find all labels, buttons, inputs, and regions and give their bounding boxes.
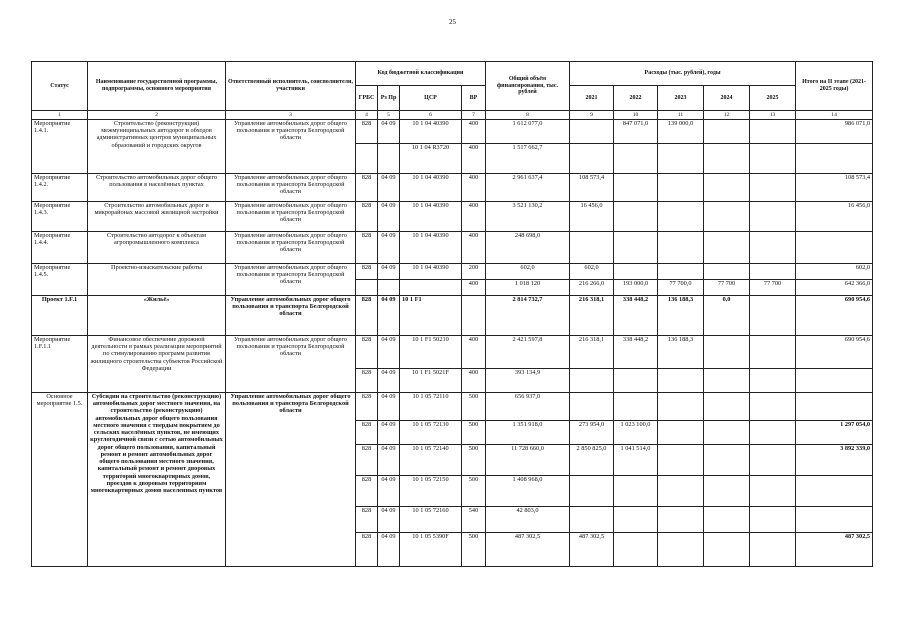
col-number: 9 bbox=[570, 111, 614, 120]
cell-2025 bbox=[750, 144, 796, 174]
cell-total: 1 018 120 bbox=[486, 280, 570, 296]
cell-2023 bbox=[658, 507, 704, 533]
header-csr: ЦСР bbox=[400, 86, 462, 111]
row-executor: Управление автомобильных дорог общего пользования и транспорта Белгородской области bbox=[226, 202, 356, 232]
cell-2021: 216 318,1 bbox=[570, 336, 614, 369]
header-2022: 2022 bbox=[614, 86, 658, 111]
col-number: 4 bbox=[356, 111, 378, 120]
cell-2023 bbox=[658, 232, 704, 264]
row-executor: Управление автомобильных дорог общего пользования и транспорта Белгородской области bbox=[226, 120, 356, 174]
cell-2025: 77 700 bbox=[750, 280, 796, 296]
cell-2022: 193 000,0 bbox=[614, 280, 658, 296]
cell-grbs: 828 bbox=[356, 336, 378, 369]
cell-2025 bbox=[750, 174, 796, 202]
cell-2024: 77 700 bbox=[704, 280, 750, 296]
cell-vr: 400 bbox=[462, 174, 486, 202]
cell-stage-total bbox=[796, 144, 873, 174]
cell-2022: 1 041 514,0 bbox=[614, 445, 658, 476]
cell-2021 bbox=[570, 369, 614, 393]
cell-2023: 136 188,3 bbox=[658, 296, 704, 336]
cell-vr: 500 bbox=[462, 445, 486, 476]
cell-stage-total: 642 366,0 bbox=[796, 280, 873, 296]
cell-2021: 273 954,0 bbox=[570, 421, 614, 445]
cell-2022 bbox=[614, 232, 658, 264]
cell-2025 bbox=[750, 476, 796, 507]
cell-vr: 400 bbox=[462, 120, 486, 144]
cell-2025 bbox=[750, 369, 796, 393]
cell-2023 bbox=[658, 202, 704, 232]
cell-grbs bbox=[356, 280, 378, 296]
table-row bbox=[32, 336, 873, 369]
row-name: Проектно-изыскательские работы bbox=[88, 264, 226, 296]
cell-2023 bbox=[658, 421, 704, 445]
cell-total: 2 814 732,7 bbox=[486, 296, 570, 336]
cell-stage-total: 602,0 bbox=[796, 264, 873, 280]
cell-2023 bbox=[658, 174, 704, 202]
cell-2023: 139 000,0 bbox=[658, 120, 704, 144]
cell-2024 bbox=[704, 120, 750, 144]
cell-vr: 500 bbox=[462, 476, 486, 507]
cell-2021 bbox=[570, 120, 614, 144]
cell-total: 3 521 130,2 bbox=[486, 202, 570, 232]
cell-2022 bbox=[614, 174, 658, 202]
cell-2025 bbox=[750, 264, 796, 280]
cell-csr: 10 1 04 40390 bbox=[400, 174, 462, 202]
cell-total: 11 728 660,0 bbox=[486, 445, 570, 476]
cell-grbs: 828 bbox=[356, 445, 378, 476]
cell-2023: 77 700,0 bbox=[658, 280, 704, 296]
cell-csr: 10 1 05 72160 bbox=[400, 507, 462, 533]
cell-stage-total: 986 071,0 bbox=[796, 120, 873, 144]
cell-grbs: 828 bbox=[356, 369, 378, 393]
cell-stage-total bbox=[796, 369, 873, 393]
header-2023: 2023 bbox=[658, 86, 704, 111]
cell-2022 bbox=[614, 369, 658, 393]
cell-stage-total bbox=[796, 507, 873, 533]
cell-2021: 602,0 bbox=[570, 264, 614, 280]
row-executor: Управление автомобильных дорог общего пользования и транспорта Белгородской области bbox=[226, 264, 356, 296]
cell-total: 2 961 637,4 bbox=[486, 174, 570, 202]
cell-rzpr: 04 09 bbox=[378, 393, 400, 421]
cell-2025 bbox=[750, 296, 796, 336]
cell-vr: 200 bbox=[462, 264, 486, 280]
cell-stage-total bbox=[796, 476, 873, 507]
cell-grbs: 828 bbox=[356, 533, 378, 567]
cell-vr: 500 bbox=[462, 393, 486, 421]
cell-vr: 400 bbox=[462, 336, 486, 369]
cell-rzpr: 04 09 bbox=[378, 174, 400, 202]
cell-stage-total: 1 297 054,0 bbox=[796, 421, 873, 445]
cell-2024 bbox=[704, 264, 750, 280]
cell-stage-total bbox=[796, 393, 873, 421]
row-name: Строительство (реконструкция) межмуниципальных автодорог и обходов административных центров муниципальных образований и городских округов bbox=[88, 120, 226, 174]
cell-2021: 487 302,5 bbox=[570, 533, 614, 567]
cell-csr: 10 1 04 R3720 bbox=[400, 144, 462, 174]
table-row bbox=[32, 264, 873, 280]
table-row bbox=[32, 232, 873, 264]
cell-2021 bbox=[570, 144, 614, 174]
cell-total: 1 351 918,0 bbox=[486, 421, 570, 445]
header-grbs: ГРБС bbox=[356, 86, 378, 111]
cell-2022 bbox=[614, 533, 658, 567]
table-row bbox=[32, 120, 873, 144]
cell-2021: 108 573,4 bbox=[570, 174, 614, 202]
cell-vr: 500 bbox=[462, 421, 486, 445]
cell-rzpr: 04 09 bbox=[378, 369, 400, 393]
table-row bbox=[32, 393, 873, 421]
cell-2024 bbox=[704, 336, 750, 369]
row-name: Строительство автомобильных дорог в микрорайонах массовой жилищной застройки bbox=[88, 202, 226, 232]
cell-2025 bbox=[750, 202, 796, 232]
cell-grbs: 828 bbox=[356, 421, 378, 445]
cell-csr: 10 1 05 72150 bbox=[400, 476, 462, 507]
cell-2021 bbox=[570, 507, 614, 533]
cell-2023 bbox=[658, 476, 704, 507]
cell-2024 bbox=[704, 202, 750, 232]
cell-csr: 10 1 F1 5021F bbox=[400, 369, 462, 393]
header-name: Наименование государственной программы, подпрограммы, основного мероприятия bbox=[88, 62, 226, 111]
cell-2022 bbox=[614, 507, 658, 533]
cell-rzpr: 04 09 bbox=[378, 507, 400, 533]
cell-2024 bbox=[704, 507, 750, 533]
column-numbers-row bbox=[32, 111, 873, 120]
cell-rzpr: 04 09 bbox=[378, 336, 400, 369]
cell-2024 bbox=[704, 445, 750, 476]
cell-csr: 10 1 05 5390F bbox=[400, 533, 462, 567]
col-number: 5 bbox=[378, 111, 400, 120]
cell-rzpr bbox=[378, 280, 400, 296]
cell-2022 bbox=[614, 264, 658, 280]
row-status: Мероприятие 1.F.1.1 bbox=[32, 336, 88, 393]
cell-grbs: 828 bbox=[356, 232, 378, 264]
cell-csr: 10 1 04 40390 bbox=[400, 232, 462, 264]
cell-2021 bbox=[570, 232, 614, 264]
header-status: Статус bbox=[32, 62, 88, 111]
cell-2025 bbox=[750, 232, 796, 264]
col-number: 10 bbox=[614, 111, 658, 120]
header-2024: 2024 bbox=[704, 86, 750, 111]
cell-total: 1 612 077,0 bbox=[486, 120, 570, 144]
cell-2023 bbox=[658, 369, 704, 393]
cell-total: 487 302,5 bbox=[486, 533, 570, 567]
cell-vr: 400 bbox=[462, 369, 486, 393]
row-status: Мероприятие 1.4.3. bbox=[32, 202, 88, 232]
table-row bbox=[32, 296, 873, 336]
header-code-group: Код бюджетной классификации bbox=[356, 62, 486, 86]
row-status: Мероприятие 1.4.1. bbox=[32, 120, 88, 174]
cell-2021: 216 266,0 bbox=[570, 280, 614, 296]
row-name: Строительство автодорог к объектам агропромышленного комплекса bbox=[88, 232, 226, 264]
cell-csr: 10 1 04 40390 bbox=[400, 202, 462, 232]
cell-total: 393 134,9 bbox=[486, 369, 570, 393]
cell-2022 bbox=[614, 393, 658, 421]
cell-total: 1 517 662,7 bbox=[486, 144, 570, 174]
cell-rzpr: 04 09 bbox=[378, 232, 400, 264]
row-name: «Жильё» bbox=[88, 296, 226, 336]
table-row bbox=[32, 174, 873, 202]
cell-2023 bbox=[658, 445, 704, 476]
cell-total: 602,0 bbox=[486, 264, 570, 280]
header-total: Общий объём финансирования, тыс. рублей bbox=[486, 62, 570, 111]
header-vr: ВР bbox=[462, 86, 486, 111]
cell-grbs: 828 bbox=[356, 202, 378, 232]
cell-vr bbox=[462, 296, 486, 336]
cell-total: 42 803,0 bbox=[486, 507, 570, 533]
cell-csr: 10 1 05 72130 bbox=[400, 421, 462, 445]
cell-2021: 2 850 825,0 bbox=[570, 445, 614, 476]
cell-2022: 847 071,0 bbox=[614, 120, 658, 144]
cell-vr: 400 bbox=[462, 280, 486, 296]
cell-2024 bbox=[704, 476, 750, 507]
row-status: Проект 1.F.1 bbox=[32, 296, 88, 336]
row-name: Строительство автомобильных дорог общего пользования в населённых пунктах bbox=[88, 174, 226, 202]
cell-total: 1 408 968,0 bbox=[486, 476, 570, 507]
cell-stage-total: 690 954,6 bbox=[796, 296, 873, 336]
col-number: 6 bbox=[400, 111, 462, 120]
cell-stage-total: 690 954,6 bbox=[796, 336, 873, 369]
row-executor: Управление автомобильных дорог общего пользования и транспорта Белгородской области bbox=[226, 393, 356, 567]
cell-2025 bbox=[750, 533, 796, 567]
cell-2025 bbox=[750, 507, 796, 533]
cell-2024 bbox=[704, 174, 750, 202]
row-status: Основное мероприятие 1.5. bbox=[32, 393, 88, 567]
cell-2022: 338 448,2 bbox=[614, 296, 658, 336]
cell-2022 bbox=[614, 144, 658, 174]
cell-stage-total bbox=[796, 232, 873, 264]
row-status: Мероприятие 1.4.5. bbox=[32, 264, 88, 296]
cell-csr: 10 1 F1 bbox=[400, 296, 462, 336]
col-number: 8 bbox=[486, 111, 570, 120]
cell-2021 bbox=[570, 393, 614, 421]
cell-vr: 540 bbox=[462, 507, 486, 533]
table-row bbox=[32, 202, 873, 232]
cell-2025 bbox=[750, 421, 796, 445]
cell-2022: 1 023 100,0 bbox=[614, 421, 658, 445]
cell-rzpr: 04 09 bbox=[378, 264, 400, 280]
col-number: 2 bbox=[88, 111, 226, 120]
cell-grbs: 828 bbox=[356, 296, 378, 336]
cell-rzpr: 04 09 bbox=[378, 120, 400, 144]
cell-csr: 10 1 05 72140 bbox=[400, 445, 462, 476]
cell-stage-total: 487 302,5 bbox=[796, 533, 873, 567]
cell-csr: 10 1 04 40390 bbox=[400, 264, 462, 280]
cell-total: 2 421 597,8 bbox=[486, 336, 570, 369]
cell-2024 bbox=[704, 232, 750, 264]
cell-grbs: 828 bbox=[356, 120, 378, 144]
header-rzpr: Рз Пр bbox=[378, 86, 400, 111]
row-executor: Управление автомобильных дорог общего пользования и транспорта Белгородской области bbox=[226, 296, 356, 336]
cell-2025 bbox=[750, 336, 796, 369]
row-status: Мероприятие 1.4.4. bbox=[32, 232, 88, 264]
cell-2025 bbox=[750, 120, 796, 144]
row-name: Субсидии на строительство (реконструкцию) автомобильных дорог местного значения, на строительство (реконструкцию) автомобильных дорог общего пользования местного значения с твердым покрытием до сельских населённых пунктов, не имеющих круглогодичной связи с сетью автомобильных дорог общего пользования, капитальный ремонт и ремонт автомобильных дорог общего пользования местного значения, капитальный ремонт и ремонт дворовых территорий многоквартирных домов, проездов к дворовым территориям многоквартирных домов населенных пунктов bbox=[88, 393, 226, 567]
header-2025: 2025 bbox=[750, 86, 796, 111]
cell-2021: 216 318,1 bbox=[570, 296, 614, 336]
cell-grbs: 828 bbox=[356, 174, 378, 202]
budget-table bbox=[31, 61, 873, 567]
cell-total: 248 698,0 bbox=[486, 232, 570, 264]
cell-2023 bbox=[658, 264, 704, 280]
cell-rzpr: 04 09 bbox=[378, 421, 400, 445]
cell-grbs: 828 bbox=[356, 476, 378, 507]
row-executor: Управление автомобильных дорог общего пользования и транспорта Белгородской области bbox=[226, 174, 356, 202]
cell-2024 bbox=[704, 393, 750, 421]
cell-2025 bbox=[750, 393, 796, 421]
header-2021: 2021 bbox=[570, 86, 614, 111]
cell-grbs: 828 bbox=[356, 393, 378, 421]
cell-2025 bbox=[750, 445, 796, 476]
cell-vr: 400 bbox=[462, 202, 486, 232]
row-executor: Управление автомобильных дорог общего пользования и транспорта Белгородской области bbox=[226, 232, 356, 264]
cell-2023 bbox=[658, 144, 704, 174]
row-executor: Управление автомобильных дорог общего пользования и транспорта Белгородской области bbox=[226, 336, 356, 393]
cell-2022 bbox=[614, 202, 658, 232]
cell-grbs: 828 bbox=[356, 264, 378, 280]
col-number: 12 bbox=[704, 111, 750, 120]
header-row-1 bbox=[32, 62, 873, 86]
cell-rzpr: 04 09 bbox=[378, 533, 400, 567]
header-executor: Ответственный исполнитель, соисполнители, участники bbox=[226, 62, 356, 111]
cell-2023: 136 188,3 bbox=[658, 336, 704, 369]
cell-vr: 400 bbox=[462, 144, 486, 174]
cell-rzpr: 04 09 bbox=[378, 445, 400, 476]
cell-2023 bbox=[658, 393, 704, 421]
cell-csr: 10 1 04 40390 bbox=[400, 120, 462, 144]
cell-2023 bbox=[658, 533, 704, 567]
col-number: 13 bbox=[750, 111, 796, 120]
row-status: Мероприятие 1.4.2. bbox=[32, 174, 88, 202]
cell-2021: 16 456,0 bbox=[570, 202, 614, 232]
page-number: 25 bbox=[449, 18, 456, 26]
col-number: 3 bbox=[226, 111, 356, 120]
cell-stage-total: 3 892 339,0 bbox=[796, 445, 873, 476]
col-number: 14 bbox=[796, 111, 873, 120]
cell-2024 bbox=[704, 144, 750, 174]
cell-rzpr: 04 09 bbox=[378, 476, 400, 507]
header-stage-total: Итого на II этапе (2021-2025 годы) bbox=[796, 62, 873, 111]
cell-stage-total: 16 456,0 bbox=[796, 202, 873, 232]
cell-2024 bbox=[704, 421, 750, 445]
cell-csr bbox=[400, 280, 462, 296]
cell-rzpr: 04 09 bbox=[378, 296, 400, 336]
row-name: Финансовое обеспечение дорожной деятельности в рамках реализации мероприятий по стимулированию программ развития жилищного строительства субъектов Российской Федерации bbox=[88, 336, 226, 393]
col-number: 7 bbox=[462, 111, 486, 120]
cell-grbs bbox=[356, 144, 378, 174]
cell-total: 656 937,0 bbox=[486, 393, 570, 421]
cell-2024 bbox=[704, 369, 750, 393]
cell-rzpr bbox=[378, 144, 400, 174]
cell-csr: 10 1 05 72110 bbox=[400, 393, 462, 421]
col-number: 11 bbox=[658, 111, 704, 120]
col-number: 1 bbox=[32, 111, 88, 120]
cell-grbs: 828 bbox=[356, 507, 378, 533]
cell-vr: 400 bbox=[462, 232, 486, 264]
cell-2024 bbox=[704, 533, 750, 567]
cell-2022: 338 448,2 bbox=[614, 336, 658, 369]
header-expenses-group: Расходы (тыс. рублей), годы bbox=[570, 62, 796, 86]
cell-2022 bbox=[614, 476, 658, 507]
cell-rzpr: 04 09 bbox=[378, 202, 400, 232]
cell-stage-total: 108 573,4 bbox=[796, 174, 873, 202]
cell-csr: 10 1 F1 50210 bbox=[400, 336, 462, 369]
cell-2021 bbox=[570, 476, 614, 507]
cell-vr: 500 bbox=[462, 533, 486, 567]
cell-2024: 0,0 bbox=[704, 296, 750, 336]
